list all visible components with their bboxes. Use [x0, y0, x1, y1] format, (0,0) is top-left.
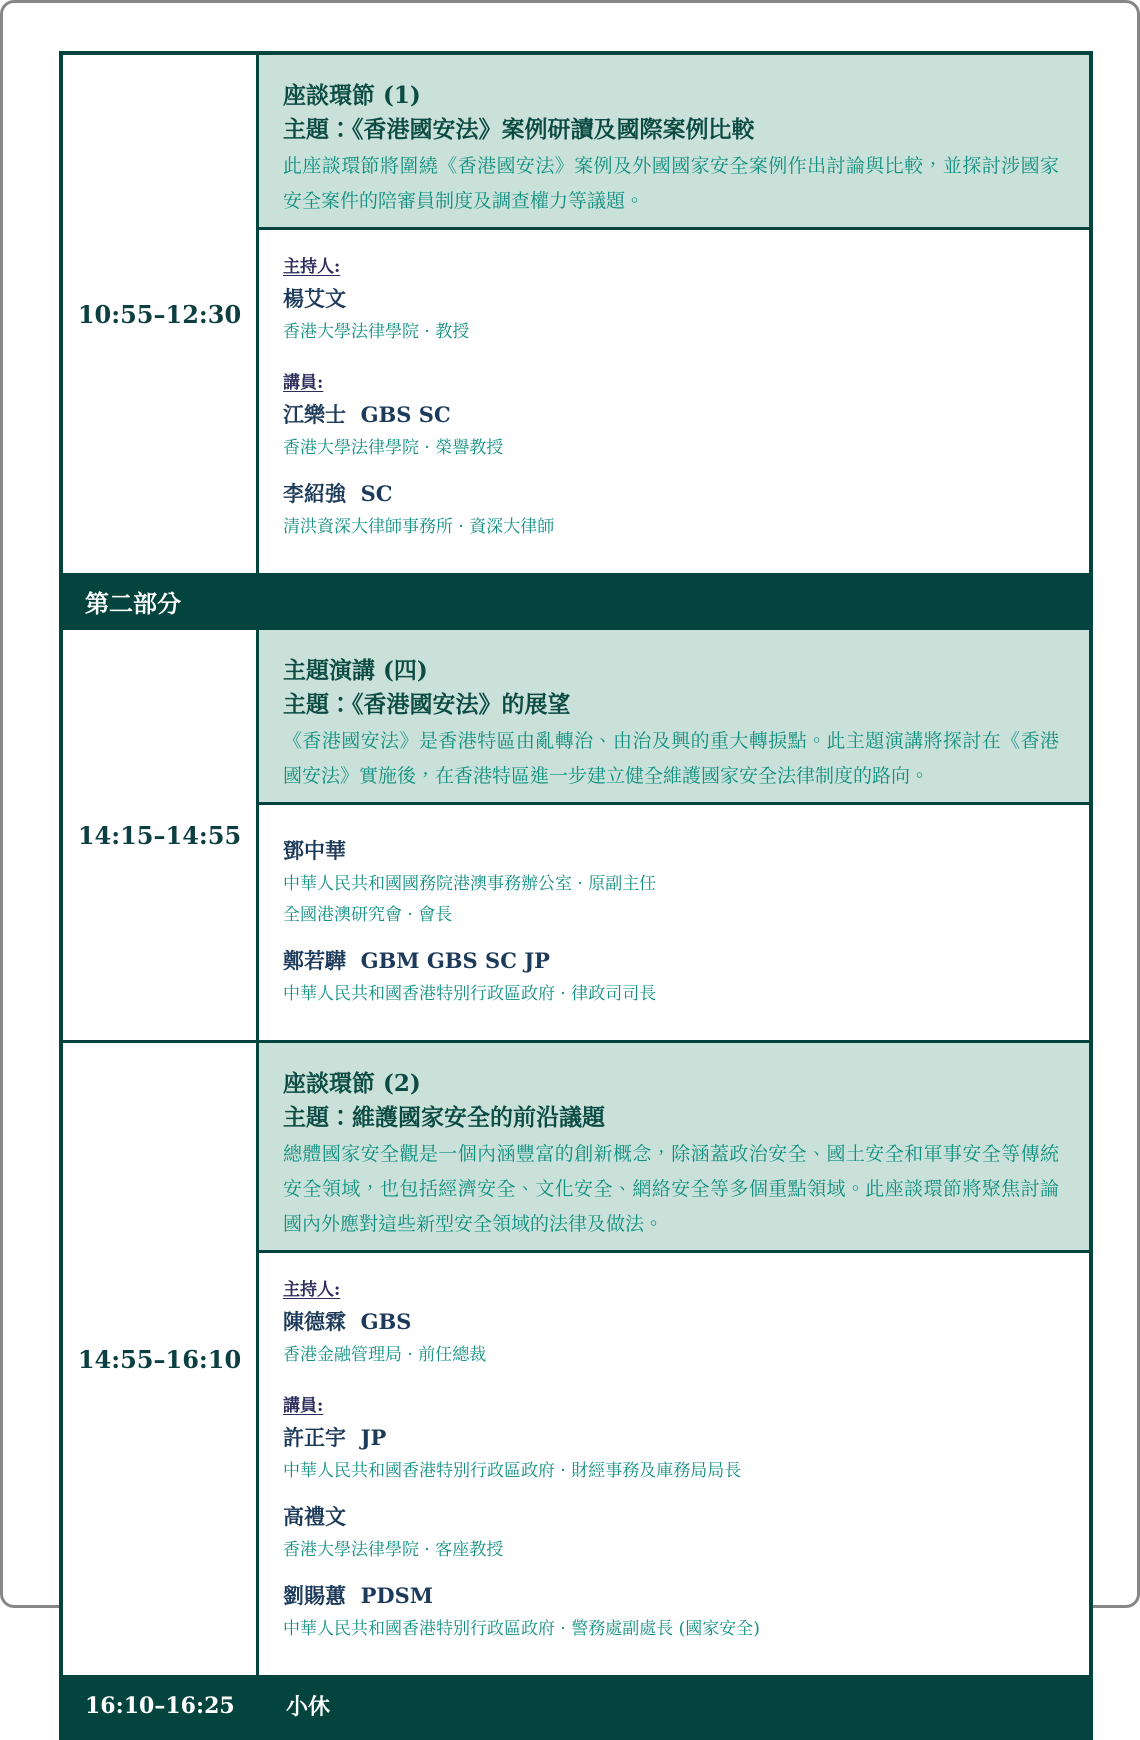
session-topic: 主題：維護國家安全的前沿議題 — [283, 1104, 605, 1131]
speaker-group-speakers — [283, 368, 1059, 539]
speaker-name: 江樂士 GBS SC — [283, 402, 451, 427]
speaker-name: 高禮文 — [283, 1504, 346, 1529]
session-speakers — [259, 230, 1089, 573]
speaker-group-moderator — [283, 252, 1059, 344]
speaker-affiliation: 中華人民共和國香港特別行政區政府 · 律政司司長 — [283, 984, 657, 1004]
speaker-name: 劉賜蕙 PDSM — [283, 1583, 434, 1608]
speaker-name: 李紹強 SC — [283, 481, 393, 506]
session-description: 總體國家安全觀是一個內涵豐富的創新概念，除涵蓋政治安全、國土安全和軍事安全等傳統安全領域，也包括經濟安全、文化安全、網絡安全等多個重點領域。此座談環節將聚焦討論國內外應對這些新型安全領域的法律及做法。 — [283, 1143, 1059, 1235]
session-speakers — [259, 805, 1089, 1040]
session-block-1 — [63, 55, 1089, 573]
role-label: 講員: — [283, 1396, 324, 1416]
break-row — [63, 1675, 1089, 1736]
speaker-name: 許正宇 JP — [283, 1425, 387, 1450]
session-description: 《香港國安法》是香港特區由亂轉治、由治及興的重大轉捩點。此主題演講將探討在《香港國安法》實施後，在香港特區進一步建立健全維護國家安全法律制度的路向。 — [283, 730, 1059, 787]
speaker-affiliation: 香港大學法律學院 · 榮譽教授 — [283, 438, 504, 458]
part-two-band — [63, 573, 1089, 630]
speaker — [283, 480, 1059, 539]
speaker — [283, 1503, 1059, 1562]
role-label: 講員: — [283, 373, 324, 393]
speaker — [283, 1424, 1059, 1483]
session-title: 座談環節 (2) — [283, 1070, 421, 1097]
speaker-affiliation: 清洪資深大律師事務所 · 資深大律師 — [283, 517, 555, 537]
session-block-3 — [63, 1040, 1089, 1675]
speaker-affiliation: 香港大學法律學院 · 教授 — [283, 322, 470, 342]
speaker-affiliation: 中華人民共和國香港特別行政區政府 · 財經事務及庫務局局長 — [283, 1461, 742, 1481]
session-content — [259, 630, 1089, 1040]
schedule-table — [59, 51, 1093, 1740]
speaker-name: 楊艾文 — [283, 286, 346, 311]
role-label: 主持人: — [283, 257, 341, 277]
speaker-affiliation: 中華人民共和國國務院港澳事務辦公室 · 原副主任 — [283, 874, 657, 894]
session-block-2 — [63, 630, 1089, 1040]
session-header — [259, 1043, 1089, 1253]
session-time: 14:55–16:10 — [63, 1043, 259, 1675]
speaker — [283, 1308, 1059, 1367]
speaker-name: 陳德霖 GBS — [283, 1309, 412, 1334]
speaker-group-moderator — [283, 1275, 1059, 1367]
session-speakers — [259, 1253, 1089, 1675]
speaker-group-speakers — [283, 1391, 1059, 1641]
speaker — [283, 947, 1059, 1006]
session-time: 10:55–12:30 — [63, 55, 259, 573]
speaker-affiliation: 全國港澳研究會 · 會長 — [283, 905, 453, 925]
session-content — [259, 1043, 1089, 1675]
session-topic: 主題：《香港國安法》案例研讀及國際案例比較 — [283, 116, 755, 143]
speaker-affiliation: 香港金融管理局 · 前任總裁 — [283, 1345, 487, 1365]
session-header — [259, 55, 1089, 230]
speaker-name: 鄭若驊 GBM GBS SC JP — [283, 948, 550, 973]
speaker-affiliation: 中華人民共和國香港特別行政區政府 · 警務處副處長 (國家安全) — [283, 1619, 760, 1639]
speaker-affiliation: 香港大學法律學院 · 客座教授 — [283, 1540, 504, 1560]
session-time: 14:15–14:55 — [63, 630, 259, 1040]
speaker — [283, 285, 1059, 344]
session-description: 此座談環節將圍繞《香港國安法》案例及外國國家安全案例作出討論與比較，並探討涉國家安全案件的陪審員制度及調查權力等議題。 — [283, 155, 1059, 212]
session-topic: 主題：《香港國安法》的展望 — [283, 691, 571, 718]
speaker — [283, 1582, 1059, 1641]
session-content — [259, 55, 1089, 573]
break-label: 小休 — [286, 1694, 331, 1720]
speaker — [283, 837, 1059, 927]
role-label: 主持人: — [283, 1280, 341, 1300]
session-header — [259, 630, 1089, 805]
session-title: 主題演講 (四) — [283, 657, 428, 684]
speaker — [283, 401, 1059, 460]
part-two-label: 第二部分 — [85, 589, 181, 618]
speaker-group — [283, 837, 1059, 1006]
session-title: 座談環節 (1) — [283, 82, 421, 109]
break-time: 16:10–16:25 — [85, 1692, 235, 1719]
speaker-name: 鄧中華 — [283, 838, 346, 863]
